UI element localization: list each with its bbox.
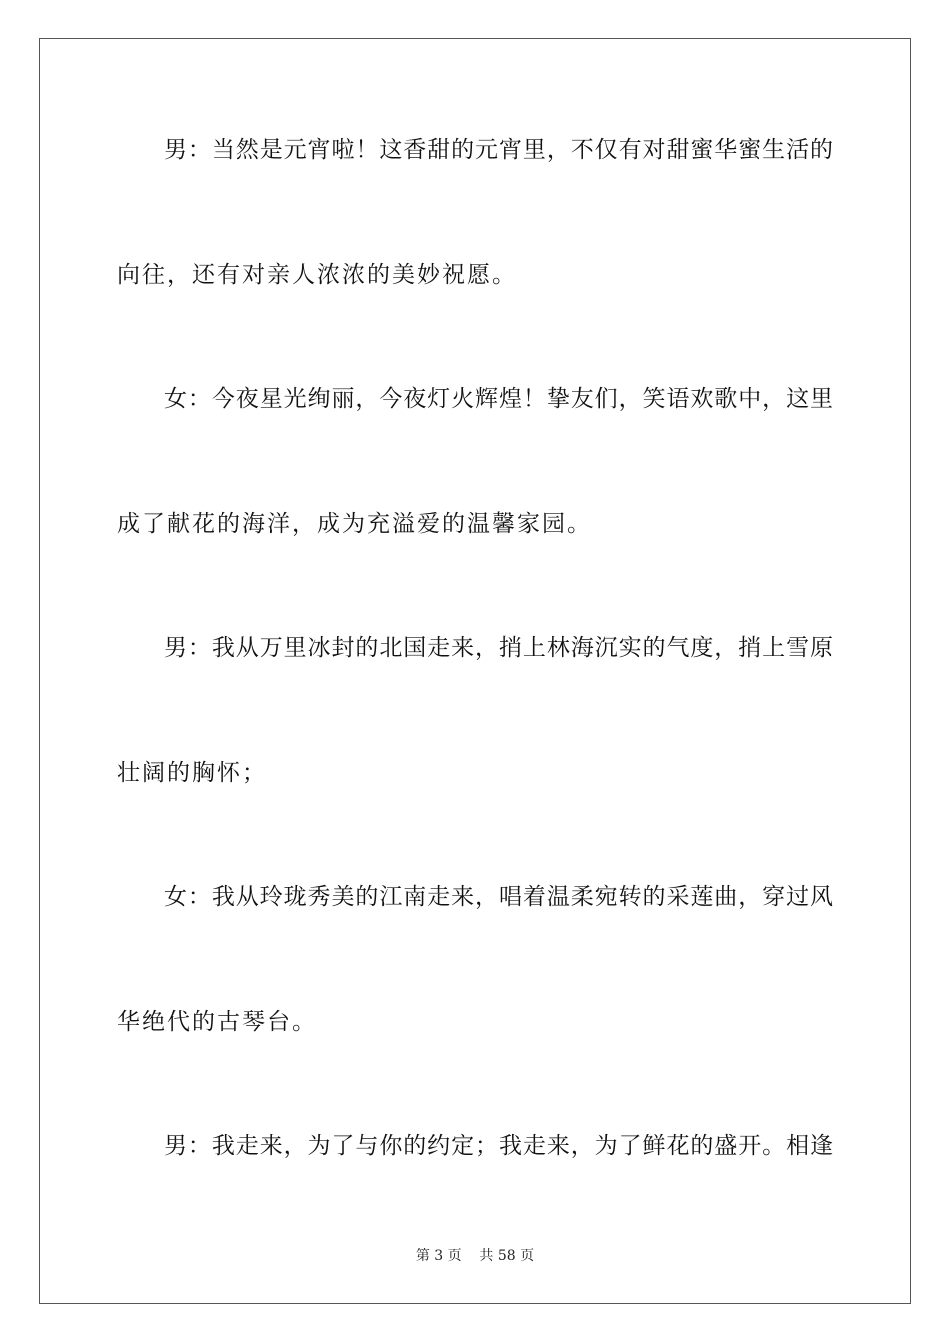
paragraph-line: 女：我从玲珑秀美的江南走来，唱着温柔宛转的采莲曲，穿过风 (164, 884, 833, 910)
paragraph-line: 男：当然是元宵啦！这香甜的元宵里，不仅有对甜蜜华蜜生活的 (164, 137, 833, 163)
page-border (39, 38, 911, 1304)
paragraph-line: 男：我走来，为了与你的约定；我走来，为了鲜花的盛开。相逢 (164, 1133, 833, 1159)
paragraph-line: 壮阔的胸怀； (117, 760, 267, 786)
paragraph-line: 华绝代的古琴台。 (117, 1009, 317, 1035)
page-number-footer: 第 3 页 共 58 页 (415, 1248, 535, 1264)
paragraph-line: 男：我从万里冰封的北国走来，捎上林海沉实的气度，捎上雪原 (164, 635, 833, 661)
paragraph-line: 女：今夜星光绚丽，今夜灯火辉煌！挚友们，笑语欢歌中，这里 (164, 386, 833, 412)
paragraph-line: 向往，还有对亲人浓浓的美妙祝愿。 (117, 262, 517, 288)
paragraph-line: 成了献花的海洋，成为充溢爱的温馨家园。 (117, 511, 592, 537)
